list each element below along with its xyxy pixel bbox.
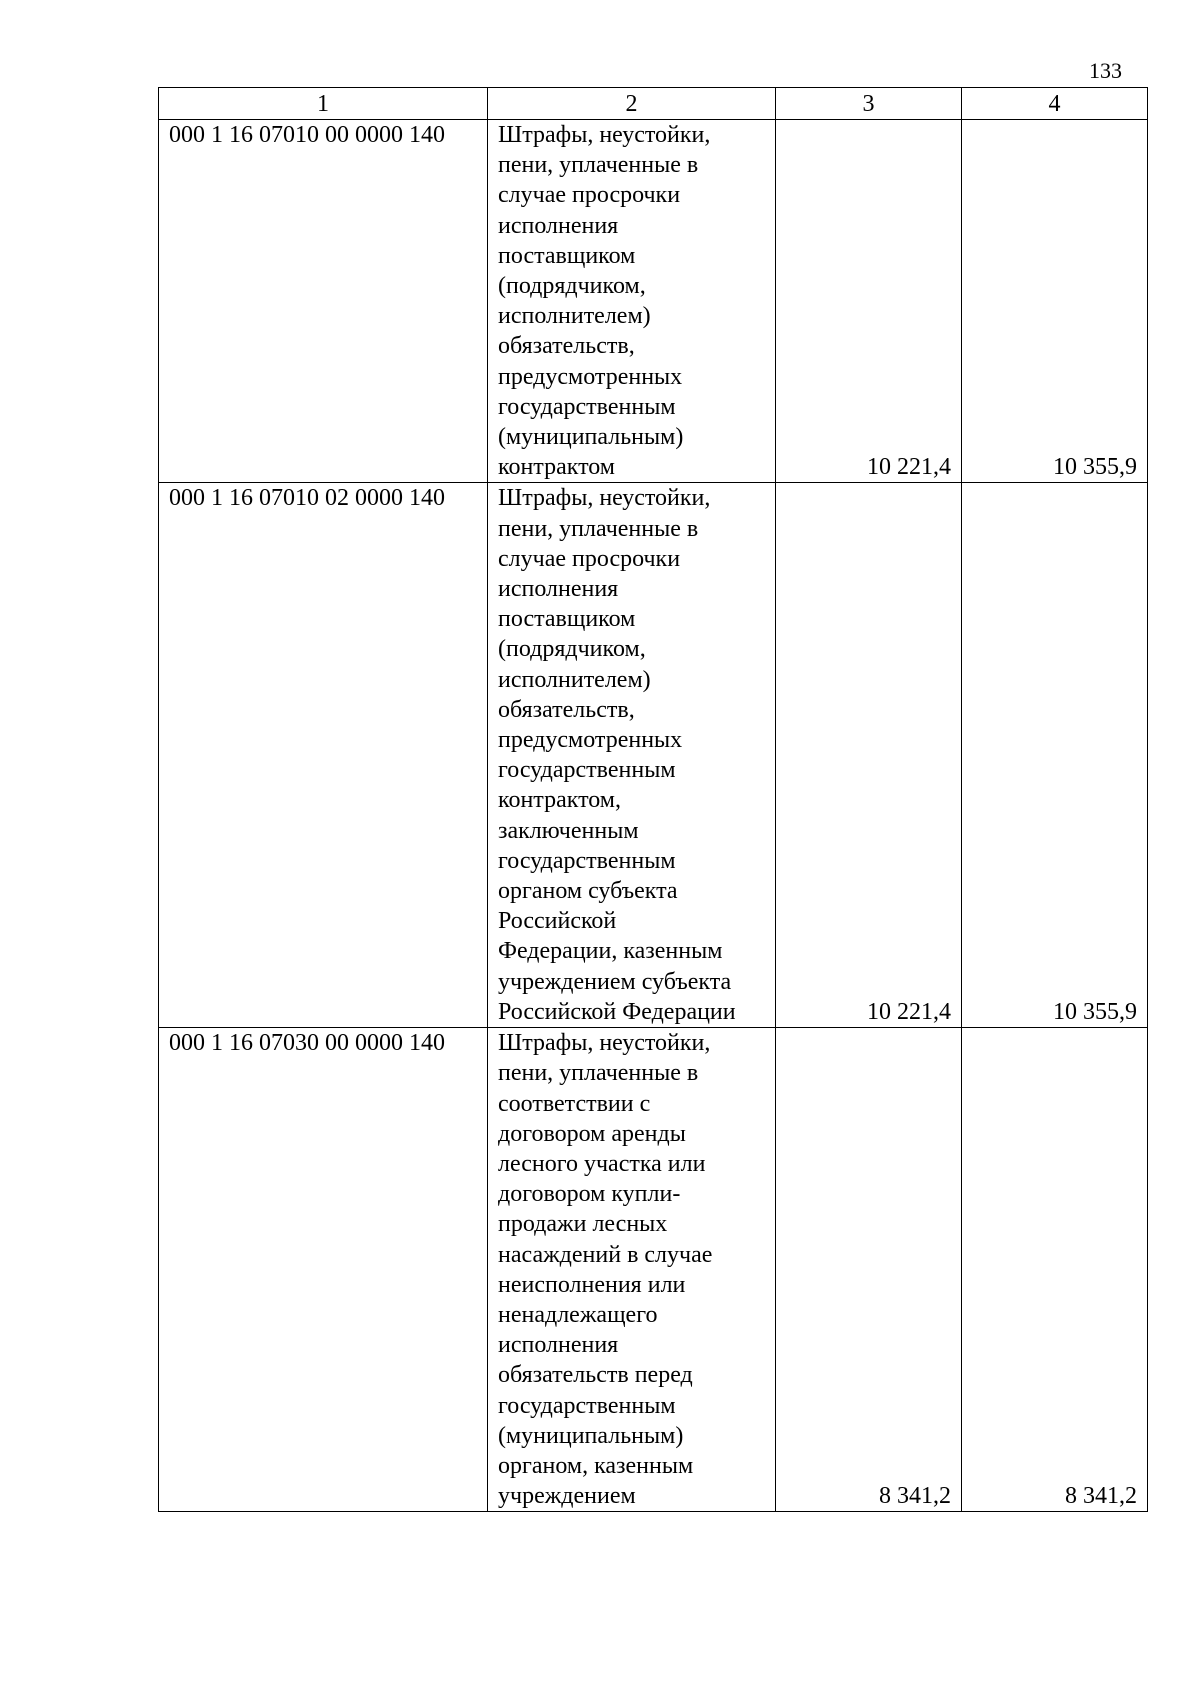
table-row (159, 483, 1148, 1028)
amount-column-4-cell: 10 355,9 (962, 483, 1148, 1028)
revenue-code-cell: 000 1 16 07030 00 0000 140 (159, 1028, 488, 1512)
budget-table (158, 87, 1148, 1512)
column-header-3: 3 (776, 88, 962, 120)
revenue-name-cell: Штрафы, неустойки, пени, уплаченные в случае просрочки исполнения поставщиком (подрядчиком, исполнителем) обязательств, предусмотренных государственным (муниципальным) контрактом (488, 120, 776, 483)
amount-column-3-cell: 10 221,4 (776, 120, 962, 483)
table-row (159, 1028, 1148, 1512)
revenue-name-cell: Штрафы, неустойки, пени, уплаченные в соответствии с договором аренды лесного участка или договором купли- продажи лесных насаждений в случае неисполнения или ненадлежащего исполнения обязательств перед государственным (муниципальным) органом, казенным учреждением (488, 1028, 776, 1512)
revenue-code-cell: 000 1 16 07010 00 0000 140 (159, 120, 488, 483)
amount-column-3-cell: 10 221,4 (776, 483, 962, 1028)
header-row (159, 88, 1148, 120)
page-number: 133 (1089, 58, 1122, 83)
column-header-1: 1 (159, 88, 488, 120)
amount-column-3-cell: 8 341,2 (776, 1028, 962, 1512)
revenue-name-cell: Штрафы, неустойки, пени, уплаченные в случае просрочки исполнения поставщиком (подрядчиком, исполнителем) обязательств, предусмотренных государственным контрактом, заключенным государственным органом субъекта Российской Федерации, казенным учреждением субъекта Российской Федерации (488, 483, 776, 1028)
amount-column-4-cell: 10 355,9 (962, 120, 1148, 483)
table-body (159, 120, 1148, 1512)
table-row (159, 120, 1148, 483)
amount-column-4-cell: 8 341,2 (962, 1028, 1148, 1512)
table-header (159, 88, 1148, 120)
revenue-code-cell: 000 1 16 07010 02 0000 140 (159, 483, 488, 1028)
column-header-4: 4 (962, 88, 1148, 120)
column-header-2: 2 (488, 88, 776, 120)
